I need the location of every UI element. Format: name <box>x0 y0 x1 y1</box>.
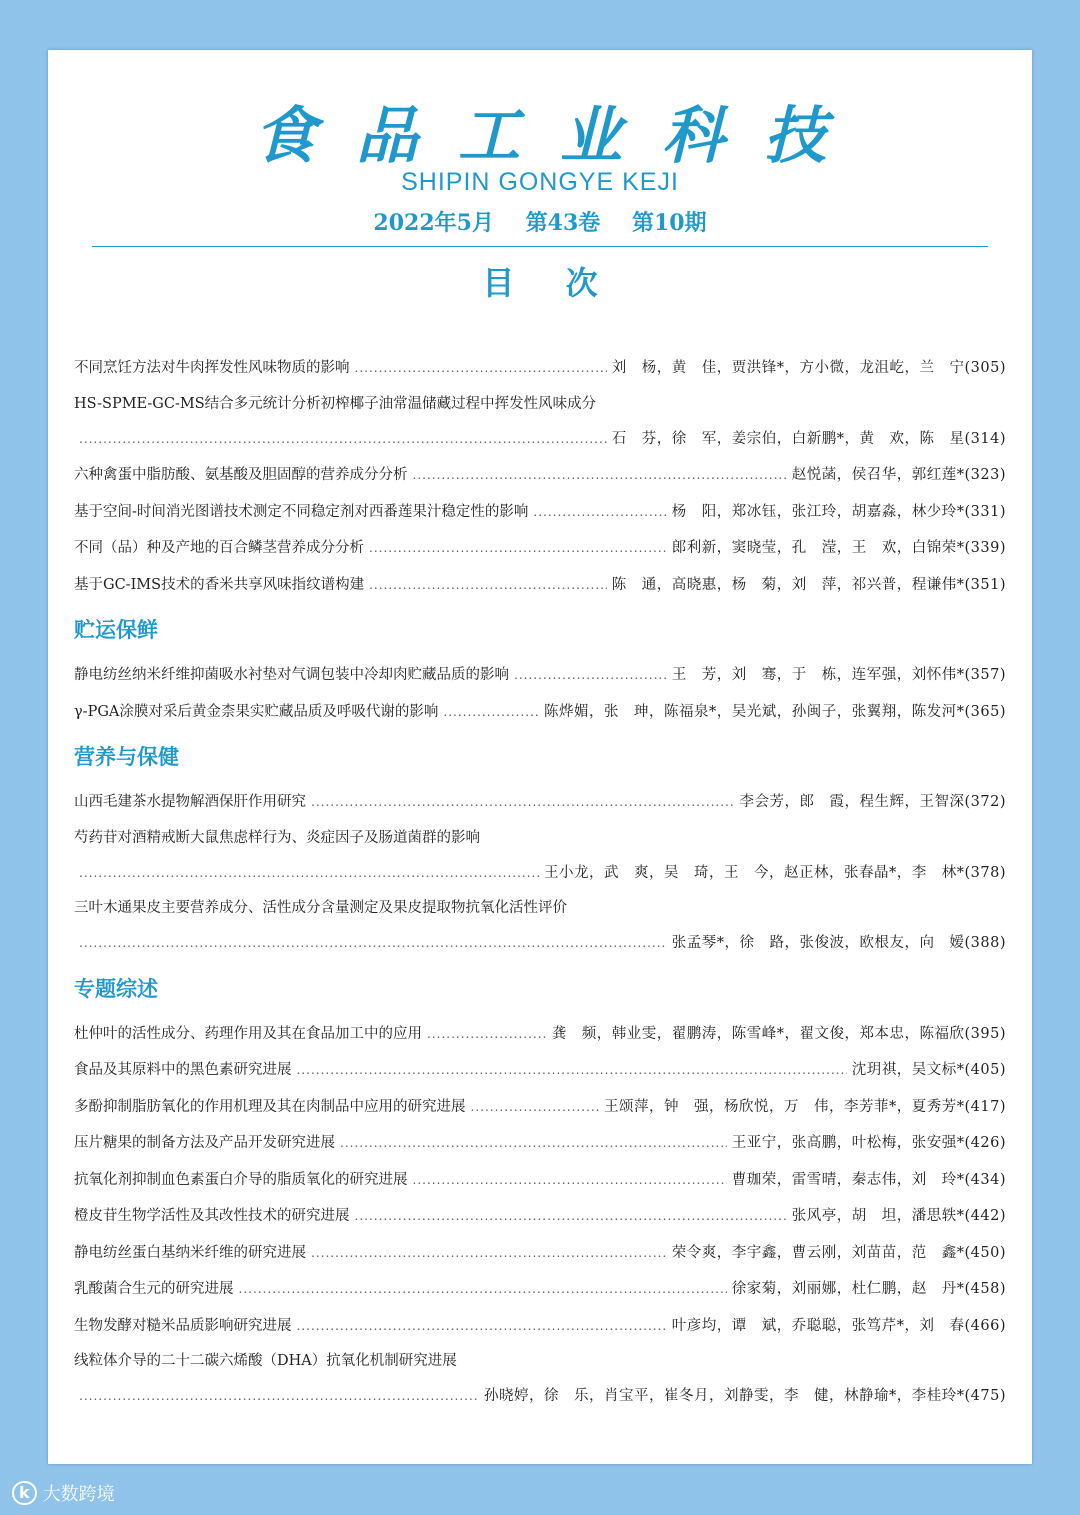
leader-dots <box>311 1235 667 1272</box>
article-title: 压片糖果的制备方法及产品开发研究进展 <box>74 1135 335 1151</box>
toc-entry[interactable] <box>74 657 1006 694</box>
article-title: γ-PGA涂膜对采后黄金柰果实贮藏品质及呼吸代谢的影响 <box>74 703 439 720</box>
article-authors: 杨 阳，郑冰钰，张江玲，胡嘉淼，林少玲*(331) <box>671 503 1006 520</box>
article-authors: 王亚宁，张高鹏，叶松梅，张安强*(426) <box>731 1135 1006 1151</box>
toc-entry[interactable] <box>74 1344 1006 1415</box>
article-title: 山西毛建茶水提物解酒保肝作用研究 <box>74 794 306 810</box>
table-of-contents <box>74 350 1006 1415</box>
toc-entry[interactable] <box>74 1089 1006 1126</box>
toc-entry[interactable] <box>74 784 1006 821</box>
toc-entry[interactable] <box>74 1271 1006 1308</box>
issue-date: 2022年5月 <box>373 210 494 236</box>
leader-dots <box>297 1052 847 1089</box>
article-title: 抗氧化剂抑制血色素蛋白介导的脂质氧化的研究进展 <box>74 1171 408 1188</box>
toc-entry[interactable] <box>74 567 1006 604</box>
toc-entry[interactable] <box>74 1308 1006 1345</box>
article-authors: 石 芬，徐 军，姜宗伯，白新鹏*，黄 欢，陈 星(314) <box>611 430 1006 447</box>
leader-dots <box>79 925 667 962</box>
article-authors: 郎利新，窦晓莹，孔 滢，王 欢，白锦荣*(339) <box>671 540 1006 556</box>
article-authors: 王 芳，刘 骞，于 栋，连军强，刘怀伟*(357) <box>671 667 1006 683</box>
toc-entry[interactable] <box>74 1052 1006 1089</box>
leader-dots <box>369 567 607 604</box>
article-authors: 孙晓婷，徐 乐，肖宝平，崔冬月，刘静雯，李 健，林静瑜*，李桂玲*(475) <box>484 1388 1006 1404</box>
leader-dots <box>413 1162 727 1199</box>
leader-dots <box>239 1271 727 1308</box>
section-title: 专题综述 <box>74 976 158 1001</box>
issue-info <box>48 206 1032 237</box>
toc-entry[interactable] <box>74 1016 1006 1053</box>
article-authors: 张孟琴*，徐 路，张俊波，欧根友，向 嫒(388) <box>671 935 1006 951</box>
article-title: 不同（品）种及产地的百合鳞茎营养成分分析 <box>74 540 364 556</box>
toc-entry[interactable] <box>74 891 1006 962</box>
issue-volume: 第43卷 <box>525 210 601 236</box>
toc-entry[interactable] <box>74 821 1006 892</box>
watermark-text: 大数跨境 <box>42 1484 115 1505</box>
leader-dots <box>533 494 666 531</box>
contents-page <box>48 50 1032 1464</box>
article-title: 静电纺丝纳米纤维抑菌吸水衬垫对气调包装中冷却肉贮藏品质的影响 <box>74 667 509 683</box>
watermark <box>12 1480 115 1506</box>
toc-entry[interactable] <box>74 1162 1006 1199</box>
article-authors: 徐家菊，刘丽娜，杜仁鹏，赵 丹*(458) <box>731 1281 1006 1297</box>
leader-dots <box>297 1308 667 1345</box>
leader-dots <box>79 421 607 458</box>
toc-entry[interactable] <box>74 1125 1006 1162</box>
leader-dots <box>369 530 667 567</box>
article-title: 不同烹饪方法对牛肉挥发性风味物质的影响 <box>74 360 350 376</box>
article-authors: 赵悦菡，侯召华，郭红莲*(323) <box>791 467 1006 483</box>
article-title: 橙皮苷生物学活性及其改性技术的研究进展 <box>74 1208 350 1224</box>
article-title: 食品及其原料中的黑色素研究进展 <box>74 1062 292 1078</box>
article-title: 静电纺丝蛋白基纳米纤维的研究进展 <box>74 1244 306 1261</box>
watermark-logo-icon: k <box>12 1481 37 1505</box>
article-authors: 叶彦均，谭 斌，乔聪聪，张笃芹*，刘 春(466) <box>671 1317 1006 1334</box>
toc-entry[interactable] <box>74 530 1006 567</box>
article-authors: 张风亭，胡 坦，潘思轶*(442) <box>791 1208 1006 1224</box>
leader-dots <box>79 855 539 892</box>
toc-entry[interactable] <box>74 494 1006 531</box>
article-title: 杜仲叶的活性成分、药理作用及其在食品加工中的应用 <box>74 1025 422 1042</box>
article-title: 六种禽蛋中脂肪酸、氨基酸及胆固醇的营养成分分析 <box>74 467 408 483</box>
article-title: 乳酸菌合生元的研究进展 <box>74 1281 234 1297</box>
journal-title-cn: 食品工业科技 <box>253 99 866 172</box>
toc-entry[interactable] <box>74 1198 1006 1235</box>
article-authors: 陈烨媚，张 珅，陈福泉*，吴光斌，孙闽子，张翼翔，陈发河*(365) <box>544 703 1006 720</box>
article-authors: 陈 通，高晓惠，杨 菊，刘 萍，祁兴普，程谦伟*(351) <box>611 576 1006 593</box>
article-authors: 李会芳，郎 霞，程生辉，王智深(372) <box>739 794 1006 810</box>
toc-entry[interactable] <box>74 387 1006 458</box>
leader-dots <box>471 1089 600 1126</box>
leader-dots <box>514 657 667 694</box>
leader-dots <box>355 1198 787 1235</box>
toc-entry[interactable] <box>74 350 1006 387</box>
toc-entry[interactable] <box>74 457 1006 494</box>
header-divider <box>92 246 988 247</box>
leader-dots <box>443 694 539 731</box>
leader-dots <box>427 1016 547 1053</box>
article-authors: 刘 杨，黄 佳，贾洪锋*，方小微，龙沮屹，兰 宁(305) <box>611 360 1006 376</box>
article-title: 三叶木通果皮主要营养成分、活性成分含量测定及果皮提取物抗氧化活性评价 <box>74 900 567 916</box>
section-title: 贮运保鲜 <box>74 618 158 642</box>
article-authors: 曹珈荣，雷雪晴，秦志伟，刘 玲*(434) <box>731 1171 1006 1188</box>
article-authors: 荣令爽，李宇鑫，曹云刚，刘苗苗，范 鑫*(450) <box>671 1244 1006 1261</box>
leader-dots <box>79 1378 479 1415</box>
article-authors: 王小龙，武 爽，吴 琦，王 今，赵正林，张春晶*，李 林*(378) <box>544 864 1006 881</box>
article-title: 生物发酵对糙米品质影响研究进展 <box>74 1317 292 1334</box>
toc-heading: 目 次 <box>482 264 618 302</box>
article-title: HS-SPME-GC-MS结合多元统计分析初榨椰子油常温储藏过程中挥发性风味成分 <box>74 395 597 412</box>
article-title: 基于GC-IMS技术的香米共享风味指纹谱构建 <box>74 576 365 593</box>
article-title: 线粒体介导的二十二碳六烯酸（DHA）抗氧化机制研究进展 <box>74 1353 457 1369</box>
toc-entry[interactable] <box>74 1235 1006 1272</box>
article-authors: 王颂萍，钟 强，杨欣悦，万 伟，李芳菲*，夏秀芳*(417) <box>604 1098 1006 1115</box>
journal-title-en: SHIPIN GONGYE KEJI <box>401 168 679 196</box>
article-title: 基于空间-时间消光图谱技术测定不同稳定剂对西番莲果汁稳定性的影响 <box>74 503 529 520</box>
issue-number: 第10期 <box>631 210 707 236</box>
section-title: 营养与保健 <box>74 745 179 769</box>
leader-dots <box>413 457 787 494</box>
leader-dots <box>311 784 735 821</box>
leader-dots <box>355 350 607 387</box>
article-authors: 龚 频，韩业雯，翟鹏涛，陈雪峰*，翟文俊，郑本忠，陈福欣(395) <box>551 1025 1006 1042</box>
article-title: 多酚抑制脂肪氧化的作用机理及其在肉制品中应用的研究进展 <box>74 1098 466 1115</box>
article-authors: 沈玥祺，吴文标*(405) <box>851 1062 1006 1078</box>
article-title: 芍药苷对酒精戒断大鼠焦虑样行为、炎症因子及肠道菌群的影响 <box>74 829 480 846</box>
toc-entry[interactable] <box>74 694 1006 731</box>
leader-dots <box>340 1125 727 1162</box>
